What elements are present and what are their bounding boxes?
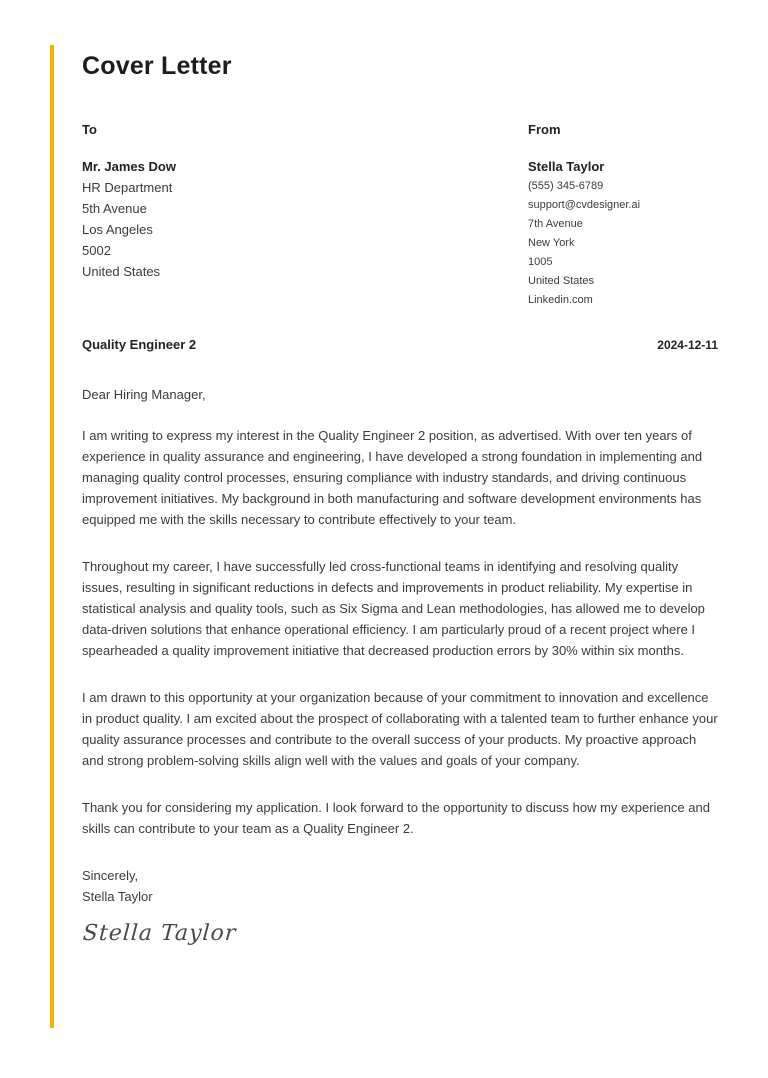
body-paragraph: Throughout my career, I have successfully led cross-functional teams in identifying and resolving quality issues, resulting in significant reductions in defects and improvements in product reliability. My expertise in statistical analysis and quality tools, such as Six Sigma and Lean methodologies, has allowed me to develop data-driven solutions that enhance operational efficiency. I am particularly proud of a recent project where I spearheaded a quality improvement initiative that decreased production errors by 30% within six months. [82, 559, 705, 658]
sender-name: Stella Taylor [528, 159, 605, 174]
job-title: Quality Engineer 2 [82, 337, 197, 352]
recipient-line: 5th Avenue [82, 201, 147, 216]
closing-word: Sincerely, [82, 868, 139, 883]
subject-row [82, 336, 718, 354]
closing-name: Stella Taylor [82, 889, 153, 904]
recipient-line: Los Angeles [82, 222, 153, 237]
salutation: Dear Hiring Manager, [82, 387, 206, 402]
sender-line: New York [528, 237, 575, 249]
body-paragraph: I am drawn to this opportunity at your organization because of your commitment to innovation and excellence in product quality. I am excited about the prospect of collaborating with a talented team to further enhance your quality assurance processes and contribute to the overall success of your products. My proactive approach and strong problem-solving skills align well with the values and goals of your company. [82, 690, 718, 768]
accent-bar [50, 45, 54, 1028]
sender-line: 7th Avenue [528, 218, 583, 230]
letter-content [82, 52, 718, 946]
sender-line: 1005 [528, 256, 553, 268]
sender-label: From [528, 122, 561, 137]
sender-linkedin: Linkedin.com [528, 294, 593, 306]
closing-block [82, 865, 718, 946]
body-paragraph: I am writing to express my interest in the Quality Engineer 2 position, as advertised. With over ten years of experience in quality assurance and engineering, I have developed a strong foundation in implementing and managing quality control processes, ensuring compliance with industry standards, and driving continuous improvement initiatives. My background in both manufacturing and software development environments has equipped me with the skills necessary to contribute effectively to your team. [82, 428, 703, 527]
sender-line: United States [528, 275, 595, 287]
page-title: Cover Letter [82, 52, 232, 80]
handwritten-signature: Stella Taylor [82, 921, 238, 946]
sender-block [528, 121, 718, 310]
recipient-line: United States [82, 264, 161, 279]
recipient-name: Mr. James Dow [82, 159, 176, 174]
address-section [82, 121, 718, 310]
body-paragraph: Thank you for considering my application. I look forward to the opportunity to discuss how my experience and skills can contribute to your team as a Quality Engineer 2. [82, 800, 710, 836]
sender-email: support@cvdesigner.ai [528, 199, 641, 211]
recipient-line: 5002 [82, 243, 111, 258]
recipient-line: HR Department [82, 180, 173, 195]
letter-date: 2024-12-11 [657, 338, 718, 352]
recipient-block [82, 121, 528, 310]
sender-phone: (555) 345-6789 [528, 180, 604, 192]
recipient-label: To [82, 122, 97, 137]
